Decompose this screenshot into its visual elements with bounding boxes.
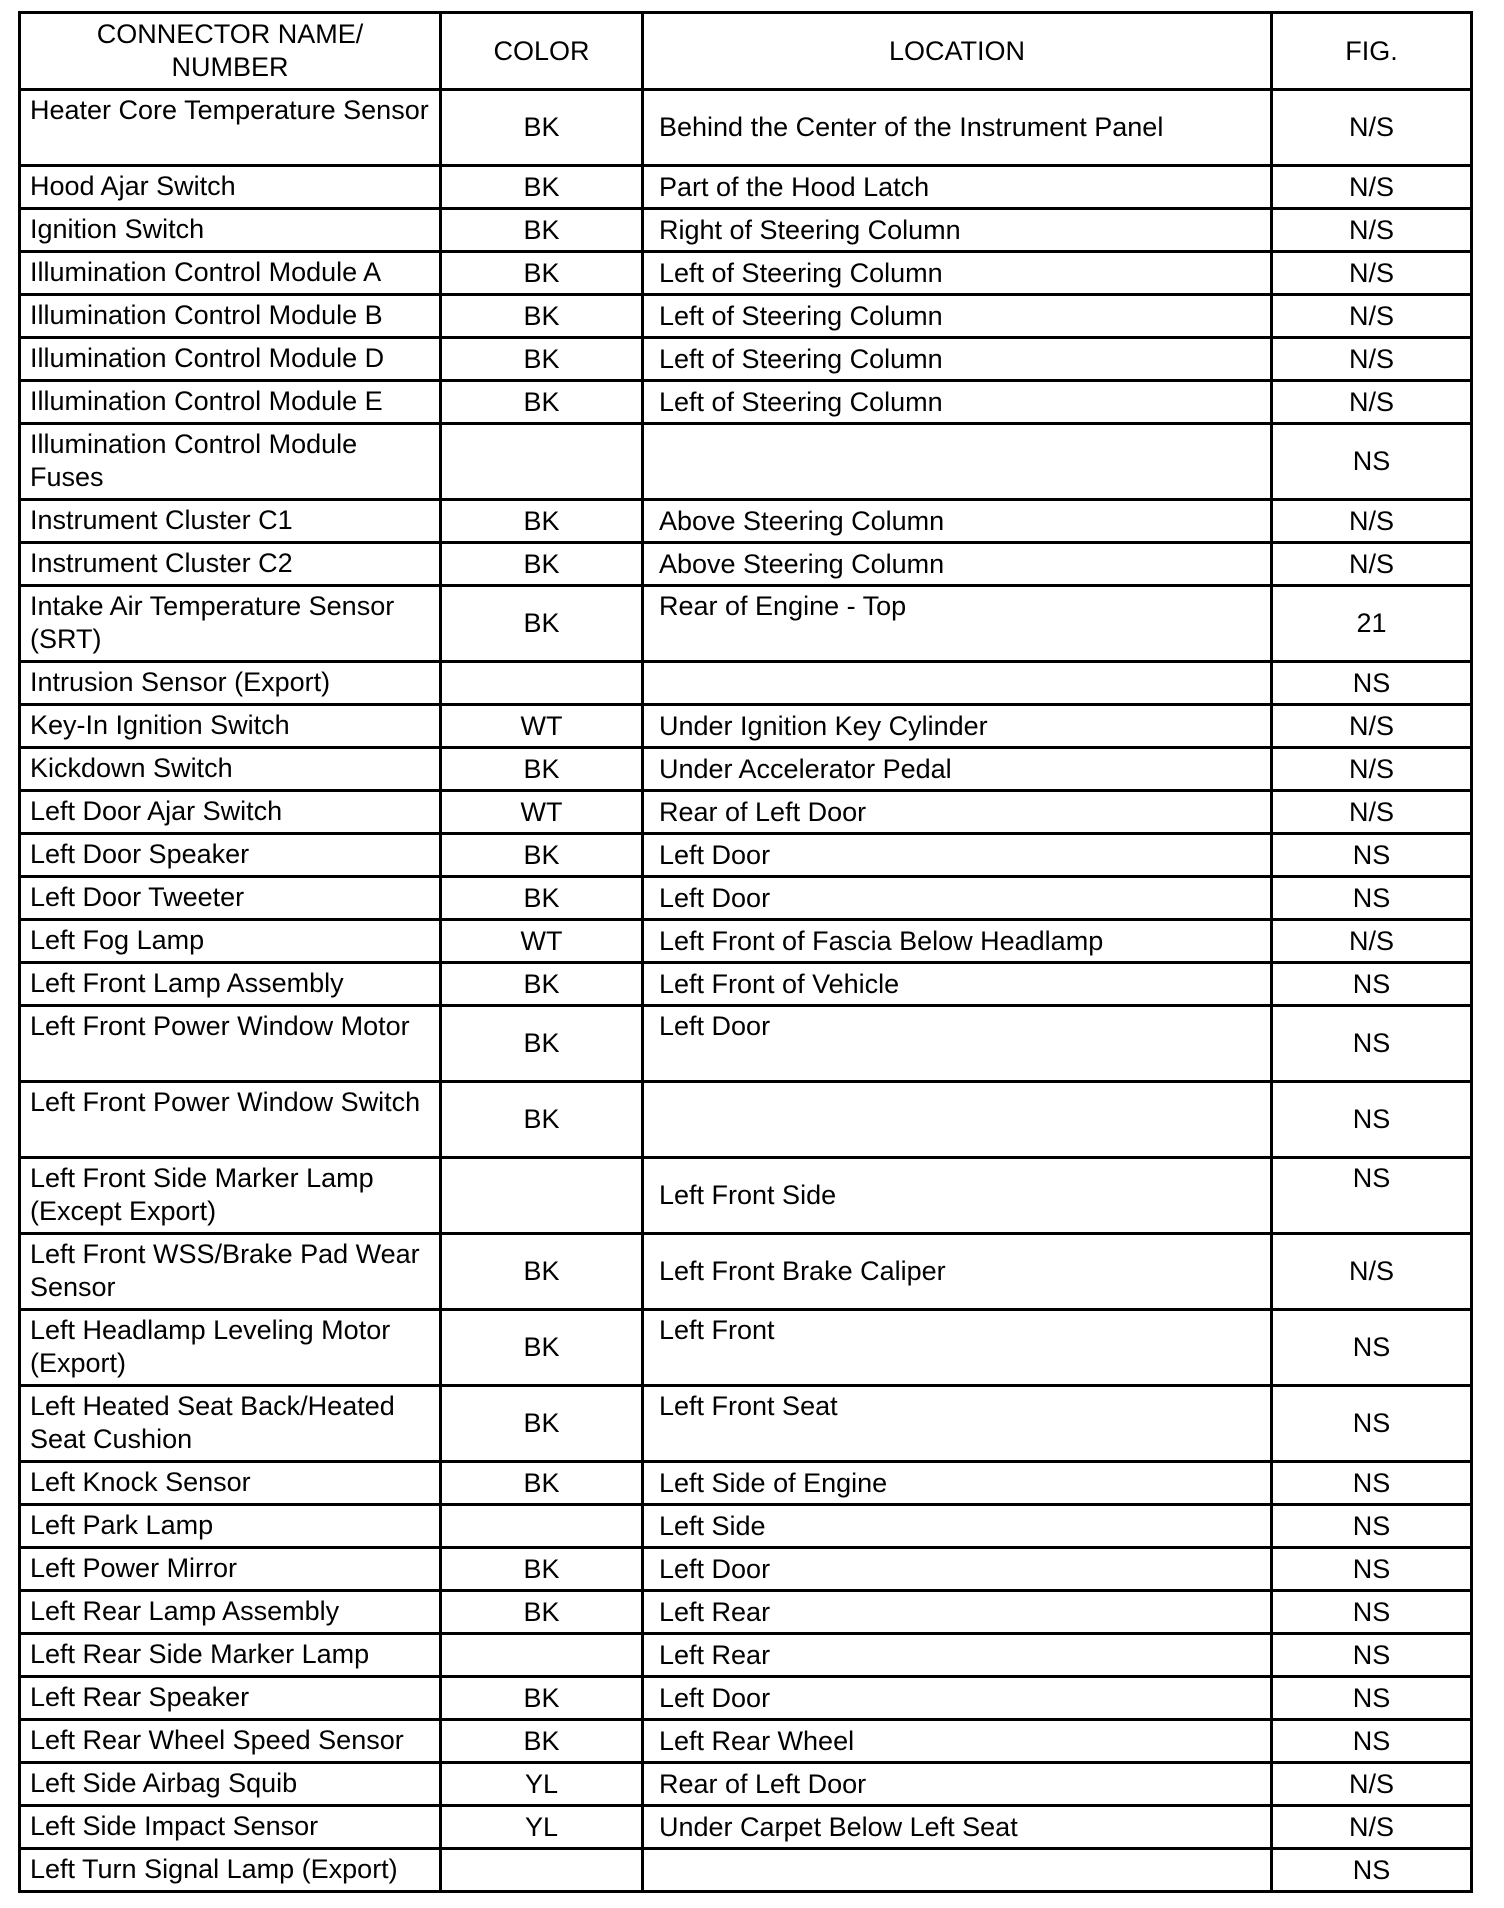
- header-connector-name: CONNECTOR NAME/ NUMBER: [20, 13, 441, 90]
- connector-fig: NS: [1272, 1720, 1472, 1763]
- connector-fig: N/S: [1272, 705, 1472, 748]
- connector-location: Right of Steering Column: [643, 209, 1272, 252]
- connector-name: Hood Ajar Switch: [20, 166, 441, 209]
- connector-color: BK: [441, 877, 643, 920]
- connector-color: YL: [441, 1763, 643, 1806]
- connector-name: Illumination Control Module A: [20, 252, 441, 295]
- connector-name: Left Knock Sensor: [20, 1462, 441, 1505]
- header-location: LOCATION: [643, 13, 1272, 90]
- connector-color: BK: [441, 1006, 643, 1082]
- connector-fig: N/S: [1272, 1763, 1472, 1806]
- connector-name: Left Side Airbag Squib: [20, 1763, 441, 1806]
- table-row: [20, 877, 1472, 920]
- connector-fig: N/S: [1272, 543, 1472, 586]
- connector-fig: N/S: [1272, 1806, 1472, 1849]
- connector-fig: N/S: [1272, 338, 1472, 381]
- connector-fig: NS: [1272, 1006, 1472, 1082]
- connector-fig: N/S: [1272, 748, 1472, 791]
- table-row: [20, 1634, 1472, 1677]
- connector-location: Behind the Center of the Instrument Panel: [643, 90, 1272, 166]
- connector-location: Left of Steering Column: [643, 338, 1272, 381]
- table-row: [20, 1548, 1472, 1591]
- table-row: [20, 920, 1472, 963]
- connector-name: Left Front Power Window Switch: [20, 1082, 441, 1158]
- connector-name: Left Front Power Window Motor: [20, 1006, 441, 1082]
- table-row: [20, 963, 1472, 1006]
- connector-color: BK: [441, 1310, 643, 1386]
- connector-name: Illumination Control Module E: [20, 381, 441, 424]
- connector-color: BK: [441, 1462, 643, 1505]
- connector-color: [441, 1505, 643, 1548]
- connector-color: BK: [441, 1591, 643, 1634]
- connector-name: Illumination Control Module D: [20, 338, 441, 381]
- connector-color: BK: [441, 1386, 643, 1462]
- connector-name: Left Fog Lamp: [20, 920, 441, 963]
- connector-fig: N/S: [1272, 791, 1472, 834]
- connector-name: Left Door Speaker: [20, 834, 441, 877]
- connector-location: Left Front Side: [643, 1158, 1272, 1234]
- connector-color: BK: [441, 500, 643, 543]
- table-row: [20, 295, 1472, 338]
- table-row: [20, 1082, 1472, 1158]
- table-row: [20, 834, 1472, 877]
- connector-color: BK: [441, 252, 643, 295]
- connector-fig: NS: [1272, 1386, 1472, 1462]
- connector-location: Under Accelerator Pedal: [643, 748, 1272, 791]
- connector-fig: NS: [1272, 424, 1472, 500]
- connector-name: Left Door Tweeter: [20, 877, 441, 920]
- connector-fig: N/S: [1272, 920, 1472, 963]
- connector-name: Illumination Control Module B: [20, 295, 441, 338]
- connector-location: Left of Steering Column: [643, 381, 1272, 424]
- connector-color: WT: [441, 920, 643, 963]
- connector-color: BK: [441, 748, 643, 791]
- connector-name: Left Door Ajar Switch: [20, 791, 441, 834]
- table-row: [20, 424, 1472, 500]
- connector-name: Left Rear Speaker: [20, 1677, 441, 1720]
- connector-color: BK: [441, 209, 643, 252]
- table-row: [20, 166, 1472, 209]
- table-row: [20, 500, 1472, 543]
- table-row: [20, 1505, 1472, 1548]
- connector-location: Left Door: [643, 1548, 1272, 1591]
- connector-name: Illumination Control Module Fuses: [20, 424, 441, 500]
- connector-location: Under Ignition Key Cylinder: [643, 705, 1272, 748]
- connector-color: BK: [441, 1082, 643, 1158]
- connector-location: Left Door: [643, 1677, 1272, 1720]
- connector-name: Left Front Lamp Assembly: [20, 963, 441, 1006]
- connector-location: Left Door: [643, 834, 1272, 877]
- connector-fig: 21: [1272, 586, 1472, 662]
- connector-color: BK: [441, 1677, 643, 1720]
- connector-location: [643, 1849, 1272, 1892]
- connector-color: [441, 1158, 643, 1234]
- connector-color: [441, 424, 643, 500]
- connector-location: Left Rear Wheel: [643, 1720, 1272, 1763]
- connector-fig: NS: [1272, 1591, 1472, 1634]
- connector-name: Intrusion Sensor (Export): [20, 662, 441, 705]
- connector-fig: NS: [1272, 662, 1472, 705]
- connector-color: YL: [441, 1806, 643, 1849]
- table-row: [20, 209, 1472, 252]
- connector-color: BK: [441, 543, 643, 586]
- connector-location: [643, 662, 1272, 705]
- table-row: [20, 543, 1472, 586]
- table-row: [20, 1234, 1472, 1310]
- connector-location: Left Door: [643, 877, 1272, 920]
- connector-color: BK: [441, 586, 643, 662]
- connector-name: Kickdown Switch: [20, 748, 441, 791]
- connector-fig: N/S: [1272, 90, 1472, 166]
- connector-name: Left Power Mirror: [20, 1548, 441, 1591]
- connector-location: Left of Steering Column: [643, 295, 1272, 338]
- connector-location: Above Steering Column: [643, 500, 1272, 543]
- connector-fig: N/S: [1272, 381, 1472, 424]
- connector-location: Above Steering Column: [643, 543, 1272, 586]
- connector-location: Under Carpet Below Left Seat: [643, 1806, 1272, 1849]
- header-color: COLOR: [441, 13, 643, 90]
- table-row: [20, 586, 1472, 662]
- table-row: [20, 252, 1472, 295]
- connector-fig: NS: [1272, 1082, 1472, 1158]
- connector-location: [643, 1082, 1272, 1158]
- connector-color: BK: [441, 90, 643, 166]
- connector-color: BK: [441, 963, 643, 1006]
- connector-location: Rear of Engine - Top: [643, 586, 1272, 662]
- connector-name: Left Heated Seat Back/Heated Seat Cushion: [20, 1386, 441, 1462]
- connector-fig: NS: [1272, 1548, 1472, 1591]
- connector-color: BK: [441, 834, 643, 877]
- connector-name: Left Park Lamp: [20, 1505, 441, 1548]
- table-row: [20, 1462, 1472, 1505]
- connector-name: Left Rear Lamp Assembly: [20, 1591, 441, 1634]
- header-fig: FIG.: [1272, 13, 1472, 90]
- table-row: [20, 1591, 1472, 1634]
- table-row: [20, 1849, 1472, 1892]
- connector-color: [441, 662, 643, 705]
- connector-name: Instrument Cluster C1: [20, 500, 441, 543]
- connector-fig: NS: [1272, 1310, 1472, 1386]
- connector-fig: N/S: [1272, 295, 1472, 338]
- connector-color: BK: [441, 295, 643, 338]
- connector-location: Rear of Left Door: [643, 791, 1272, 834]
- connector-name: Ignition Switch: [20, 209, 441, 252]
- table-row: [20, 1006, 1472, 1082]
- table-row: [20, 1720, 1472, 1763]
- connector-location: Left Front of Vehicle: [643, 963, 1272, 1006]
- connector-location: Left Front: [643, 1310, 1272, 1386]
- connector-fig: N/S: [1272, 209, 1472, 252]
- table-row: [20, 748, 1472, 791]
- table-row: [20, 1677, 1472, 1720]
- table-row: [20, 662, 1472, 705]
- connector-location: Left Front Brake Caliper: [643, 1234, 1272, 1310]
- table-row: [20, 338, 1472, 381]
- table-row: [20, 705, 1472, 748]
- connector-location: Left Side: [643, 1505, 1272, 1548]
- connector-location: Left Side of Engine: [643, 1462, 1272, 1505]
- connector-fig: NS: [1272, 1677, 1472, 1720]
- connector-name: Left Headlamp Leveling Motor (Export): [20, 1310, 441, 1386]
- connector-location: Left Rear: [643, 1634, 1272, 1677]
- connector-location: Part of the Hood Latch: [643, 166, 1272, 209]
- connector-location: Left Door: [643, 1006, 1272, 1082]
- connector-fig: N/S: [1272, 252, 1472, 295]
- connector-fig: NS: [1272, 1462, 1472, 1505]
- table-row: [20, 1763, 1472, 1806]
- connector-name: Instrument Cluster C2: [20, 543, 441, 586]
- table-row: [20, 1158, 1472, 1234]
- connector-fig: N/S: [1272, 500, 1472, 543]
- connector-location: Left of Steering Column: [643, 252, 1272, 295]
- connector-color: BK: [441, 166, 643, 209]
- connector-color: BK: [441, 1720, 643, 1763]
- connector-name: Intake Air Temperature Sensor (SRT): [20, 586, 441, 662]
- connector-location: Left Rear: [643, 1591, 1272, 1634]
- connector-fig: NS: [1272, 1634, 1472, 1677]
- table-row: [20, 1310, 1472, 1386]
- connector-color: BK: [441, 1234, 643, 1310]
- connector-color: WT: [441, 705, 643, 748]
- connector-color: BK: [441, 381, 643, 424]
- connector-fig: NS: [1272, 1849, 1472, 1892]
- table-row: [20, 1806, 1472, 1849]
- connector-name: Left Rear Wheel Speed Sensor: [20, 1720, 441, 1763]
- connector-color: [441, 1634, 643, 1677]
- connector-name: Heater Core Temperature Sensor: [20, 90, 441, 166]
- connector-location: Rear of Left Door: [643, 1763, 1272, 1806]
- connector-name: Left Rear Side Marker Lamp: [20, 1634, 441, 1677]
- connector-color: WT: [441, 791, 643, 834]
- table-row: [20, 90, 1472, 166]
- connector-name: Left Front Side Marker Lamp (Except Export): [20, 1158, 441, 1234]
- connector-location: Left Front Seat: [643, 1386, 1272, 1462]
- connector-name: Left Side Impact Sensor: [20, 1806, 441, 1849]
- connector-fig: NS: [1272, 834, 1472, 877]
- table-row: [20, 381, 1472, 424]
- table-row: [20, 1386, 1472, 1462]
- connector-name: Left Turn Signal Lamp (Export): [20, 1849, 441, 1892]
- connector-color: BK: [441, 1548, 643, 1591]
- connector-fig: NS: [1272, 1505, 1472, 1548]
- table-row: [20, 791, 1472, 834]
- connector-name: Left Front WSS/Brake Pad Wear Sensor: [20, 1234, 441, 1310]
- connector-fig: NS: [1272, 877, 1472, 920]
- connector-name: Key-In Ignition Switch: [20, 705, 441, 748]
- connector-fig: N/S: [1272, 166, 1472, 209]
- header-row: [20, 13, 1472, 90]
- connector-location: [643, 424, 1272, 500]
- connector-fig: N/S: [1272, 1234, 1472, 1310]
- connector-table: [18, 11, 1473, 1893]
- connector-color: BK: [441, 338, 643, 381]
- connector-fig: NS: [1272, 963, 1472, 1006]
- connector-fig: NS: [1272, 1158, 1472, 1234]
- connector-color: [441, 1849, 643, 1892]
- connector-location: Left Front of Fascia Below Headlamp: [643, 920, 1272, 963]
